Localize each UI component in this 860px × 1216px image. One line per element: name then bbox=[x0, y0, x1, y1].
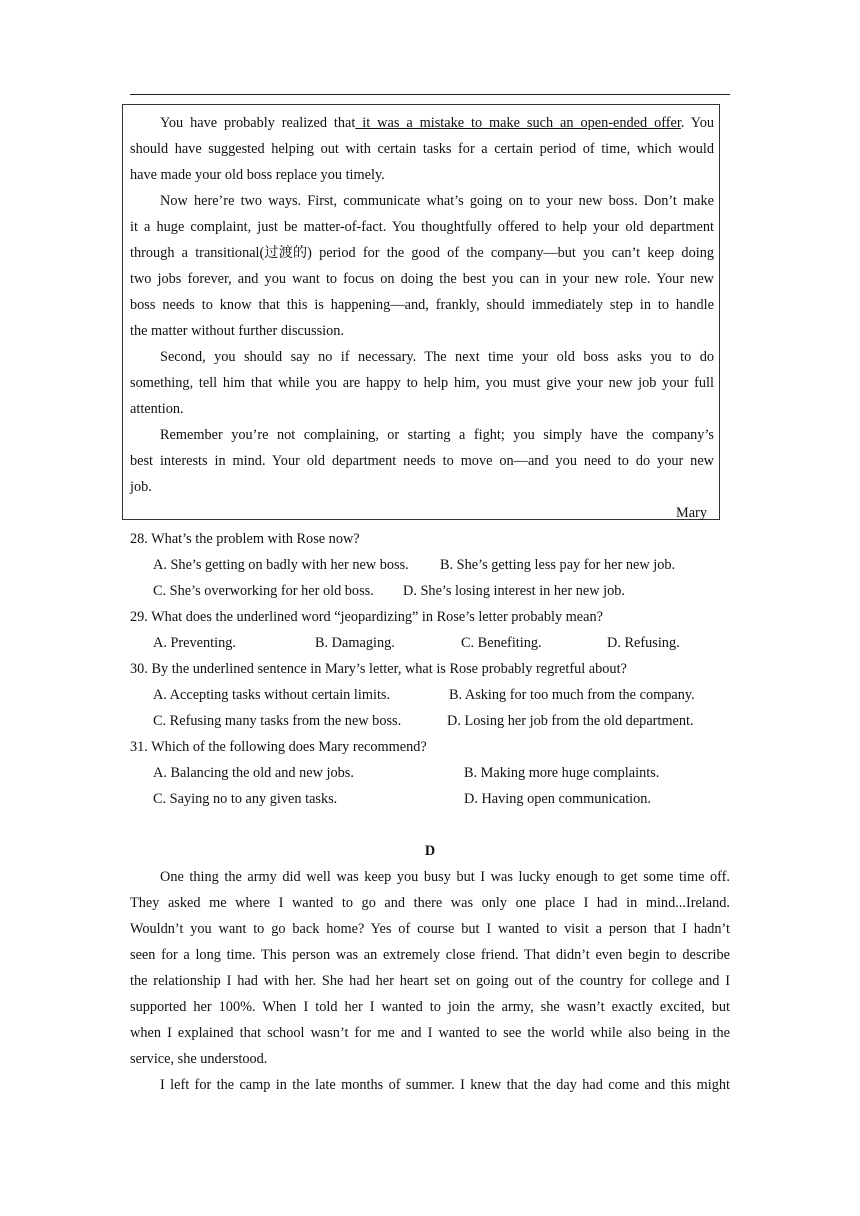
question-30-option-b[interactable]: B. Asking for too much from the company. bbox=[449, 687, 695, 703]
question-31-option-d[interactable]: D. Having open communication. bbox=[464, 791, 652, 807]
question-28-option-a[interactable]: A. She’s getting on badly with her new boss. bbox=[153, 557, 409, 573]
question-29-option-d[interactable]: D. Refusing. bbox=[607, 635, 680, 651]
letter-p2-line1: Now here’re two ways. First, communicate what’s going on to your new boss. Don’t make bbox=[160, 193, 714, 209]
section-d-p1-line3: Wouldn’t you want to go back home? Yes of course but I wanted to visit a person that I hadn’t bbox=[130, 921, 730, 937]
section-d-heading: D bbox=[424, 843, 436, 859]
letter-p3-line2: something, tell him that while you are happy to help him, you must give your new job your full bbox=[130, 375, 714, 391]
letter-p2-line6: the matter without further discussion. bbox=[130, 323, 345, 339]
question-31-stem: 31. Which of the following does Mary recommend? bbox=[130, 739, 427, 755]
question-28-option-d[interactable]: D. She’s losing interest in her new job. bbox=[403, 583, 625, 599]
section-d-p1-line1: One thing the army did well was keep you busy but I was lucky enough to get some time off. bbox=[160, 869, 730, 885]
question-29-option-b[interactable]: B. Damaging. bbox=[315, 635, 395, 651]
letter-p3-line3: attention. bbox=[130, 401, 184, 417]
section-d-p1-line4: seen for a long time. This person was an extremely close friend. That didn’t even begin to describe bbox=[130, 947, 730, 963]
question-30-stem: 30. By the underlined sentence in Mary’s letter, what is Rose probably regretful about? bbox=[130, 661, 627, 677]
letter-p4-line3: job. bbox=[130, 479, 152, 495]
letter-p3-line1: Second, you should say no if necessary. The next time your old boss asks you to do bbox=[160, 349, 714, 365]
letter-p1-line1: You have probably realized that it was a mistake to make such an open-ended offer. You bbox=[160, 115, 714, 131]
letter-p2-line4: two jobs forever, and you want to focus on doing the best you can in your new role. Your new bbox=[130, 271, 714, 287]
letter-signature: Mary bbox=[676, 505, 707, 521]
header-rule bbox=[130, 94, 730, 95]
section-d-p1-line6: supported her 100%. When I told her I wanted to join the army, she wasn’t exactly excited, but bbox=[130, 999, 730, 1015]
question-28-option-c[interactable]: C. She’s overworking for her old boss. bbox=[153, 583, 374, 599]
underlined-sentence: it was a mistake to make such an open-ended offer bbox=[355, 115, 681, 131]
question-30-option-a[interactable]: A. Accepting tasks without certain limits. bbox=[153, 687, 391, 703]
section-d-p1-line5: the relationship I had with her. She had her heart set on going out of the country for college and I bbox=[130, 973, 730, 989]
section-d-p1-line7: when I explained that school wasn’t for me and I wanted to see the world while also being in the bbox=[130, 1025, 730, 1041]
letter-p4-line2: best interests in mind. Your old department needs to move on—and you need to do your new bbox=[130, 453, 714, 469]
section-d-p1-line2: They asked me where I wanted to go and there was only one place I had in mind...Ireland. bbox=[130, 895, 730, 911]
question-31-option-a[interactable]: A. Balancing the old and new jobs. bbox=[153, 765, 354, 781]
question-28-stem: 28. What’s the problem with Rose now? bbox=[130, 531, 360, 547]
letter-p2-line3: through a transitional(过渡的) period for the good of the company—but you can’t keep doing bbox=[130, 245, 714, 261]
letter-p1-line2: should have suggested helping out with certain tasks for a certain period of time, which would bbox=[130, 141, 714, 157]
question-31-option-c[interactable]: C. Saying no to any given tasks. bbox=[153, 791, 338, 807]
question-30-option-d[interactable]: D. Losing her job from the old department. bbox=[447, 713, 694, 729]
letter-p4-line1: Remember you’re not complaining, or starting a fight; you simply have the company’s bbox=[160, 427, 714, 443]
question-29-option-a[interactable]: A. Preventing. bbox=[153, 635, 236, 651]
letter-p1-line3: have made your old boss replace you timely. bbox=[130, 167, 385, 183]
question-30-option-c[interactable]: C. Refusing many tasks from the new boss. bbox=[153, 713, 402, 729]
section-d-p2-line1: I left for the camp in the late months of summer. I knew that the day had come and this might bbox=[160, 1077, 730, 1093]
question-29-stem: 29. What does the underlined word “jeopardizing” in Rose’s letter probably mean? bbox=[130, 609, 603, 625]
letter-p2-line5: boss needs to know that this is happening—and, frankly, should immediately step in to handle bbox=[130, 297, 714, 313]
question-29-option-c[interactable]: C. Benefiting. bbox=[461, 635, 542, 651]
question-28-option-b[interactable]: B. She’s getting less pay for her new job. bbox=[440, 557, 676, 573]
section-d-p1-line8: service, she understood. bbox=[130, 1051, 268, 1067]
letter-p2-line2: it a huge complaint, just be matter-of-fact. You thoughtfully offered to help your old department bbox=[130, 219, 714, 235]
question-31-option-b[interactable]: B. Making more huge complaints. bbox=[464, 765, 660, 781]
